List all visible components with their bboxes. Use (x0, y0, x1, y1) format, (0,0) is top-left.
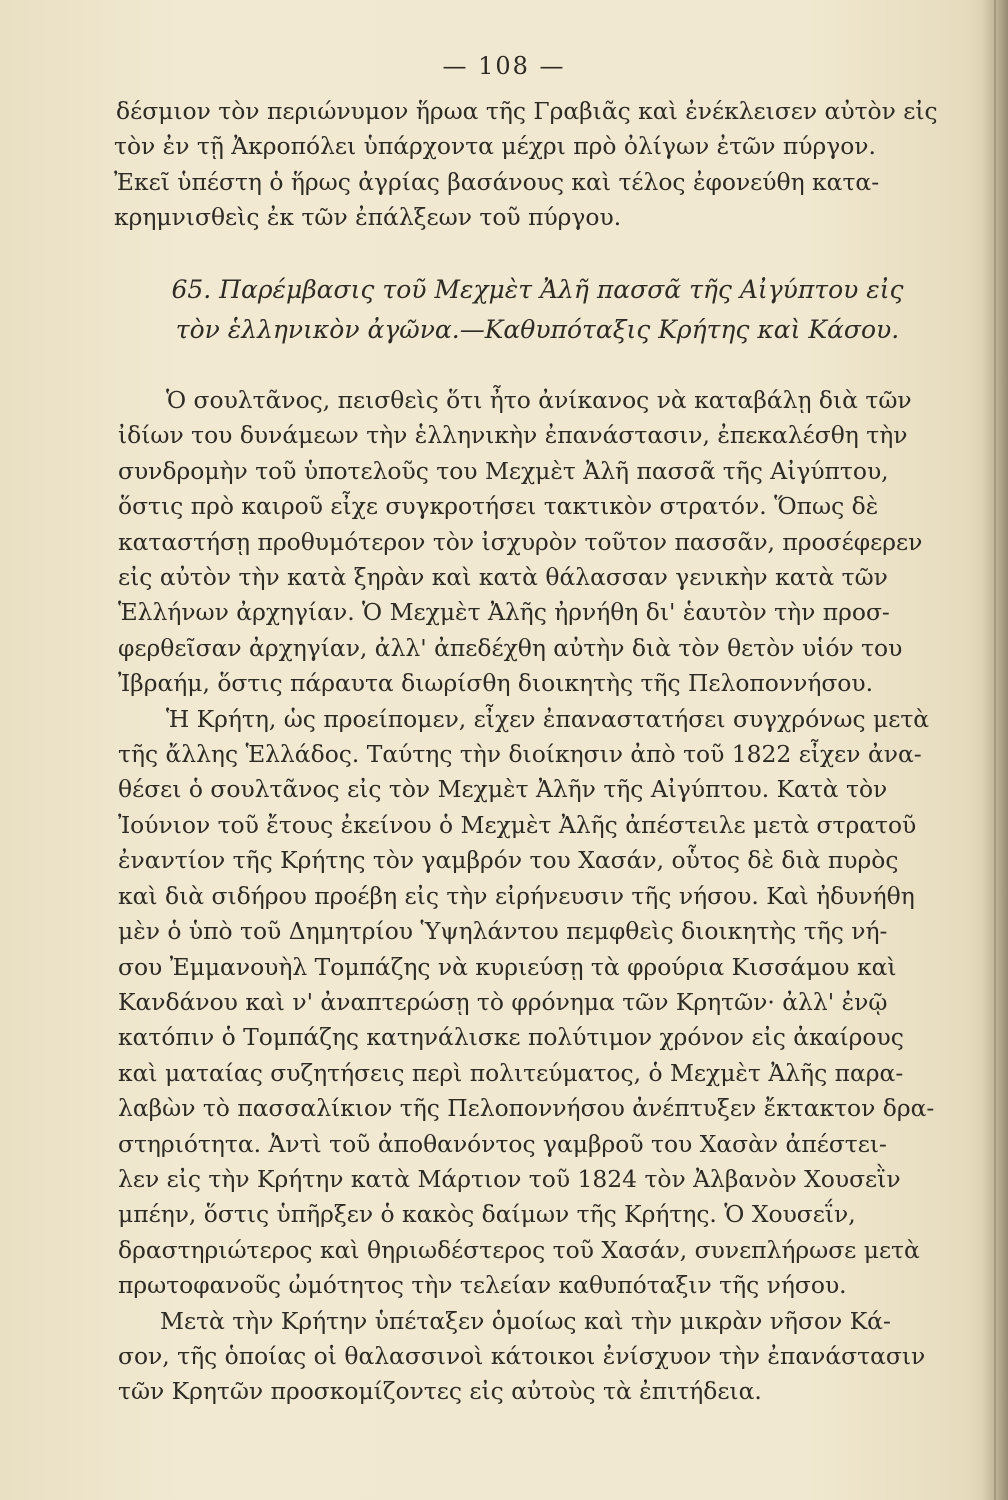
text-line: πρωτοφανοῦς ὠμότητος τὴν τελείαν καθυπόταξιν τῆς νήσου. (118, 1271, 847, 1300)
text-line: καὶ ματαίας συζητήσεις περὶ πολιτεύματος, ὁ Μεχμὲτ Ἀλῆς παρα- (118, 1058, 904, 1087)
text-line: κρημνισθεὶς ἐκ τῶν ἐπάλξεων τοῦ πύργου. (114, 203, 622, 232)
text-line: λεν εἰς τὴν Κρήτην κατὰ Μάρτιον τοῦ 1824 τὸν Ἀλβανὸν Χουσεῒν (118, 1164, 901, 1193)
text-line: Μετὰ τὴν Κρήτην ὑπέταξεν ὁμοίως καὶ τὴν μικρὰν νῆσον Κά- (160, 1306, 891, 1335)
text-line: δραστηριώτερος καὶ θηριωδέστερος τοῦ Χασάν, συνεπλήρωσε μετὰ (118, 1235, 920, 1264)
section-heading (115, 270, 960, 350)
text-line: σον, τῆς ὁποίας οἱ θαλασσινοὶ κάτοικοι ἐνίσχυον τὴν ἐπανάστασιν (118, 1341, 926, 1370)
text-line: συνδρομὴν τοῦ ὑποτελοῦς του Μεχμὲτ Ἀλῆ πασσᾶ τῆς Αἰγύπτου, (118, 456, 889, 485)
text-line: Ἰβραήμ, ὅστις πάραυτα διωρίσθη διοικητὴς τῆς Πελοποννήσου. (118, 669, 874, 698)
text-line: καταστήσῃ προθυμότερον τὸν ἰσχυρὸν τοῦτον πασσᾶν, προσέφερεν (118, 527, 923, 556)
text-line: θέσει ὁ σουλτᾶνος εἰς τὸν Μεχμὲτ Ἀλῆν τῆς Αἰγύπτου. Κατὰ τὸν (118, 775, 888, 804)
text-line: Ἑλλήνων ἀρχηγίαν. Ὁ Μεχμὲτ Ἀλῆς ἠρνήθη δι' ἑαυτὸν τὴν προσ- (118, 598, 890, 627)
text-line: μπέην, ὅστις ὑπῆρξεν ὁ κακὸς δαίμων τῆς Κρήτης. Ὁ Χουσεΐν, (118, 1200, 856, 1229)
text-line: εἰς αὐτὸν τὴν κατὰ ξηρὰν καὶ κατὰ θάλασσαν γενικὴν κατὰ τῶν (118, 563, 888, 592)
text-line: Ἐκεῖ ὑπέστη ὁ ἥρως ἀγρίας βασάνους καὶ τέλος ἐφονεύθη κατα- (114, 167, 880, 196)
text-line: λαβὼν τὸ πασσαλίκιον τῆς Πελοποννήσου ἀνέπτυξεν ἔκτακτον δρα- (118, 1094, 935, 1123)
text-line: κατόπιν ὁ Τομπάζης κατηνάλισκε πολύτιμον χρόνον εἰς ἀκαίρους (118, 1023, 904, 1052)
intro-paragraph (110, 94, 962, 236)
text-line: δέσμιον τὸν περιώνυμον ἥρωα τῆς Γραβιᾶς καὶ ἐνέκλεισεν αὐτὸν εἰς (116, 97, 938, 125)
body-paragraphs (110, 383, 962, 1410)
text-line: τὸν ἐν τῇ Ἀκροπόλει ὑπάρχοντα μέχρι πρὸ ὀλίγων ἐτῶν πύργον. (114, 132, 876, 161)
text-line: φερθεῖσαν ἀρχηγίαν, ἀλλ' ἀπεδέχθη αὐτὴν διὰ τὸν θετὸν υἱόν του (118, 633, 903, 662)
text-line: τῆς ἄλλης Ἑλλάδος. Ταύτης τὴν διοίκησιν ἀπὸ τοῦ 1822 εἶχεν ἀνα- (118, 740, 922, 769)
text-line: Κανδάνου καὶ ν' ἀναπτερώσῃ τὸ φρόνημα τῶν Κρητῶν· ἀλλ' ἐνῷ (118, 987, 888, 1016)
text-line: ἰδίων του δυνάμεων τὴν ἑλληνικὴν ἐπανάστασιν, ἐπεκαλέσθη τὴν (118, 421, 908, 450)
text-line: Ἡ Κρήτη, ὡς προείπομεν, εἶχεν ἐπαναστατήσει συγχρόνως μετὰ (166, 704, 930, 733)
text-line: μὲν ὁ ὑπὸ τοῦ Δημητρίου Ὑψηλάντου πεμφθεὶς διοικητὴς τῆς νή- (118, 917, 888, 946)
text-line: τῶν Κρητῶν προσκομίζοντες εἰς αὐτοὺς τὰ ἐπιτήδεια. (118, 1377, 762, 1406)
binding-edge (994, 0, 996, 1500)
text-line: ὅστις πρὸ καιροῦ εἶχε συγκροτήσει τακτικὸν στρατόν. Ὅπως δὲ (118, 492, 879, 521)
text-line: σου Ἐμμανουὴλ Τομπάζης νὰ κυριεύσῃ τὰ φρούρια Κισσάμου καὶ (118, 952, 897, 981)
text-line: ἐναντίον τῆς Κρήτης τὸν γαμβρόν του Χασάν, οὗτος δὲ διὰ πυρὸς (118, 846, 899, 875)
text-line: Ἰούνιον τοῦ ἔτους ἐκείνου ὁ Μεχμὲτ Ἀλῆς ἀπέστειλε μετὰ στρατοῦ (118, 810, 917, 839)
page-number: — 108 — (442, 52, 566, 80)
section-heading-line: 65. Παρέμβασις τοῦ Μεχμὲτ Ἀλῆ πασσᾶ τῆς Αἰγύπτου εἰς (171, 275, 904, 304)
text-line: Ὁ σουλτᾶνος, πεισθεὶς ὅτι ἦτο ἀνίκανος νὰ καταβάλῃ διὰ τῶν (166, 386, 912, 414)
text-line: καὶ διὰ σιδήρου προέβη εἰς τὴν εἰρήνευσιν τῆς νήσου. Καὶ ἠδυνήθη (118, 881, 915, 910)
text-line: στηριότητα. Ἀντὶ τοῦ ἀποθανόντος γαμβροῦ του Χασὰν ἀπέστει- (118, 1129, 887, 1158)
section-heading-line: τὸν ἑλληνικὸν ἀγῶνα.—Καθυπόταξις Κρήτης καὶ Κάσου. (175, 315, 900, 344)
